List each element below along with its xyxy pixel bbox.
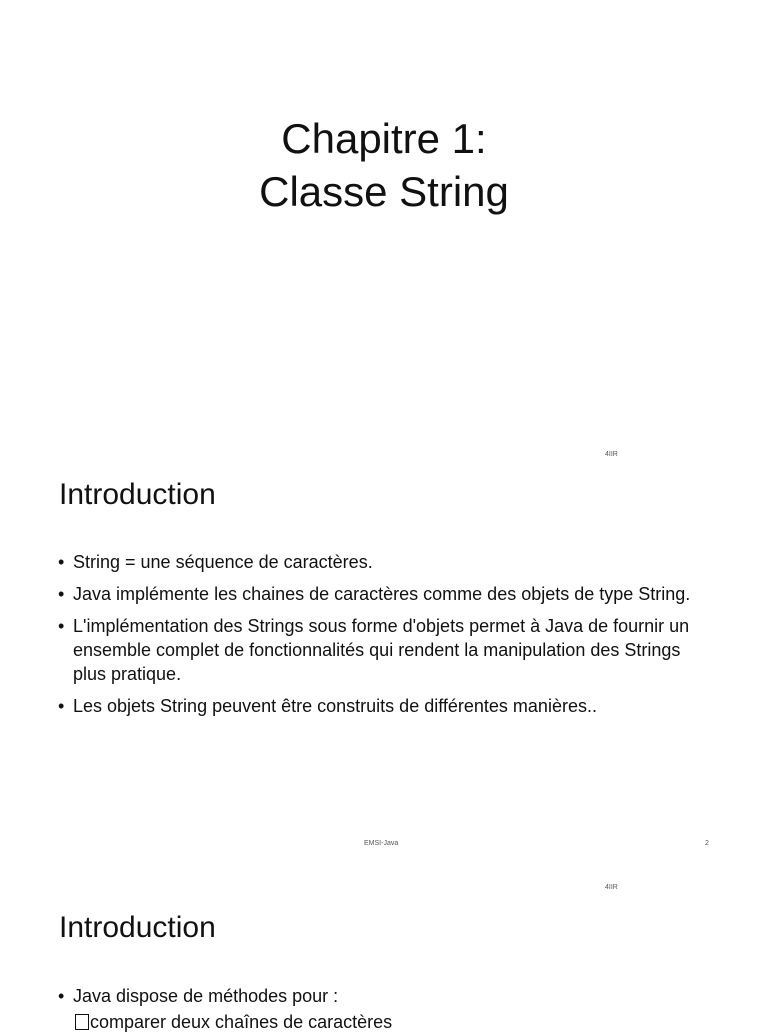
class-tag: 4IIR (605, 884, 618, 891)
slide-heading: Introduction (59, 911, 216, 944)
bullet-list (58, 550, 718, 726)
class-tag: 4IIR (605, 451, 618, 458)
sub-bullet-text: comparer deux chaînes de caractères (90, 1012, 393, 1032)
slide-heading: Introduction (59, 478, 216, 511)
title-line-2: Classe String (259, 168, 509, 215)
sub-bullet-item (75, 1010, 392, 1034)
slide-title (0, 112, 768, 218)
bullet-item: • L'implémentation des Strings sous forme d'objets permet à Java de fournir un ensemble complet de fonctionnalités qui rendent la manipulation des Strings plus pratique. (58, 614, 718, 686)
bullet-item: • Java dispose de méthodes pour : (58, 984, 718, 1008)
bullet-item: • Les objets String peuvent être construits de différentes manières.. (58, 694, 718, 718)
checkbox-bullet-icon (75, 1014, 89, 1030)
bullet-item: • Java implémente les chaines de caractères comme des objets de type String. (58, 582, 718, 606)
title-line-1: Chapitre 1: (281, 115, 487, 162)
page-number: 2 (705, 840, 709, 847)
bullet-item: • String = une séquence de caractères. (58, 550, 718, 574)
slide-footer: EMSI-Java (364, 840, 399, 847)
